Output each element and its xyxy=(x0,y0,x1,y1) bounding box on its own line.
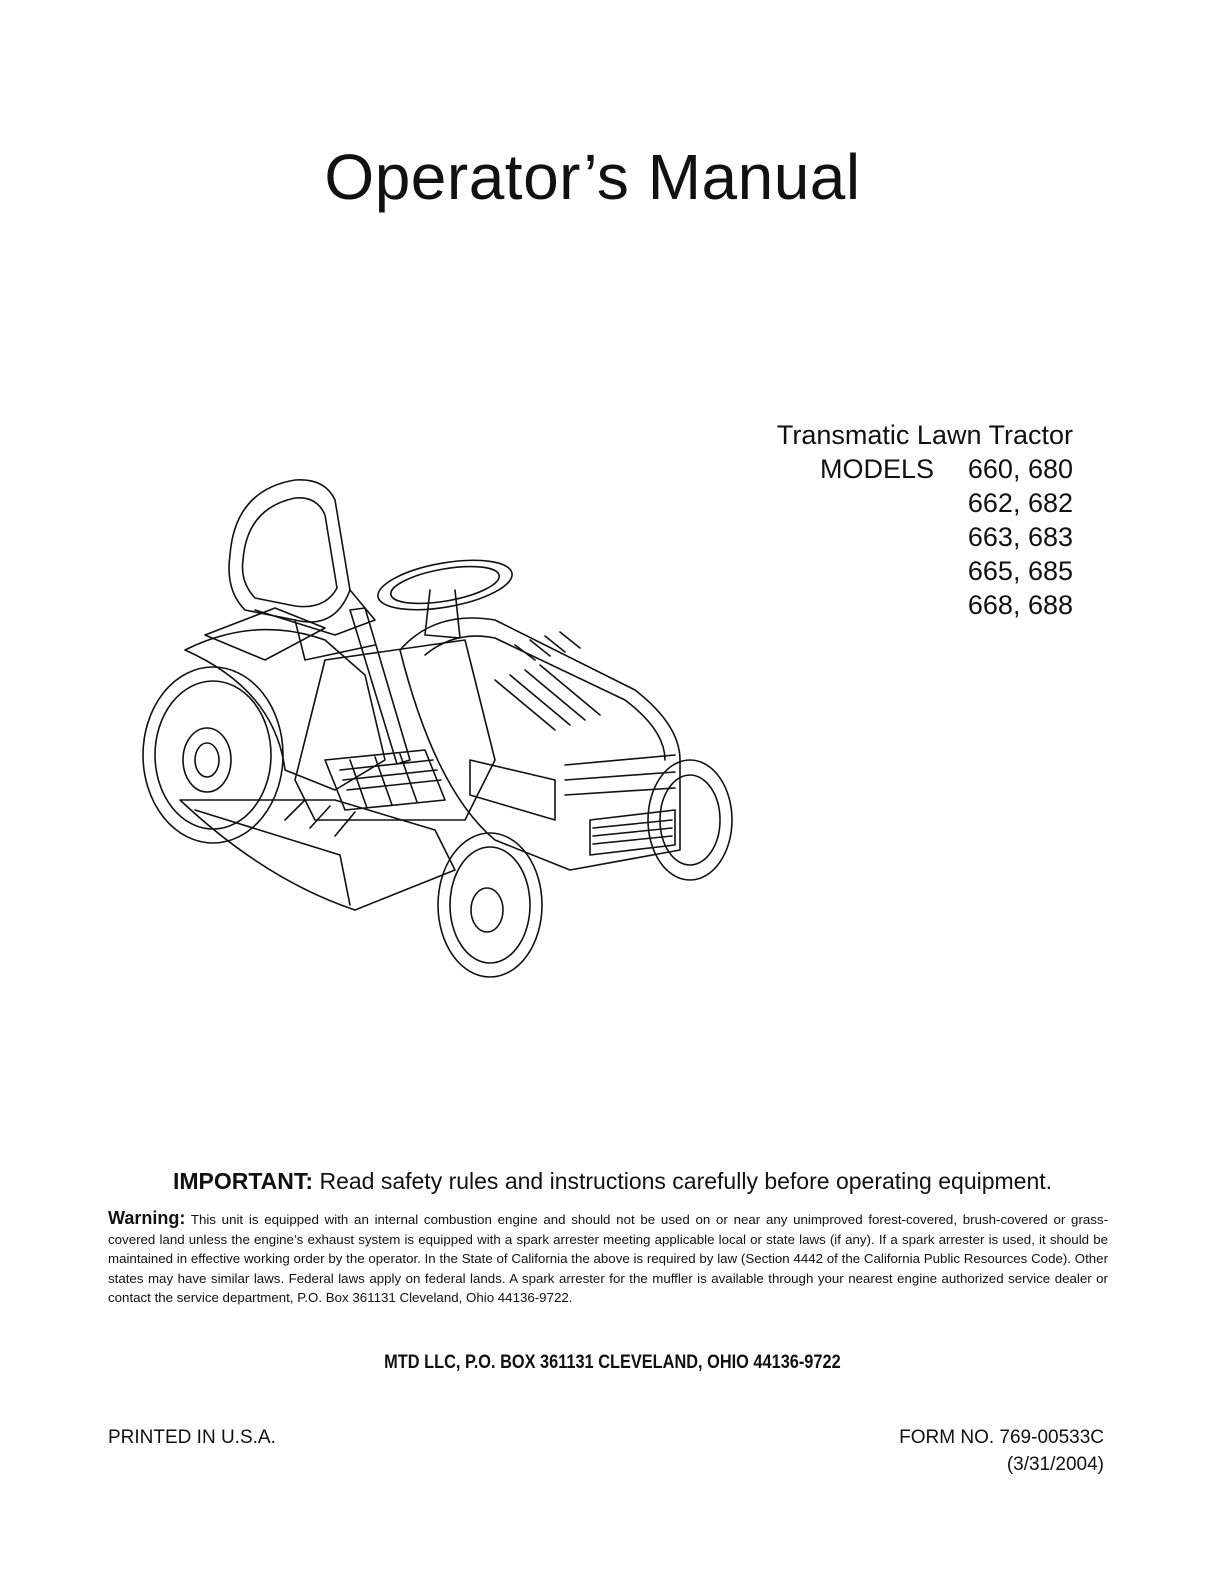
warning-paragraph xyxy=(108,1209,1108,1308)
models-label: MODELS xyxy=(820,454,935,484)
steering-wheel-icon xyxy=(374,552,516,638)
rear-wheel-icon xyxy=(143,667,283,843)
warning-text: This unit is equipped with an internal combustion engine and should not be used on or near any unimproved forest-covered, brush-covered or grass-covered land unless the engine’s exhaust system is equipped with a spark arrester meeting applicable local or state laws (if any). If a spark arrester is used, it should be maintained in effective working order by the operator. In the State of California the above is required by law (Section 4442 of the California Public Resources Code). Other states may have similar laws. Federal laws apply on federal lands. A spark arrester for the muffler is available through your nearest engine authorized service dealer or contact the service department, P.O. Box 361131 Cleveland, Ohio 44136-9722. xyxy=(108,1212,1108,1305)
form-date: (3/31/2004) xyxy=(1006,1454,1104,1475)
model-line: 665, 685 xyxy=(967,556,1073,586)
important-label: IMPORTANT: xyxy=(172,1168,314,1194)
company-address: MTD LLC, P.O. BOX 361131 CLEVELAND, OHIO 44136-9722 xyxy=(384,1352,841,1373)
warning-label: Warning: xyxy=(108,1208,186,1228)
model-line: 660, 680 xyxy=(967,454,1073,484)
model-line: 662, 682 xyxy=(967,488,1073,518)
important-notice xyxy=(0,1168,1225,1195)
hood-icon xyxy=(400,618,680,870)
model-line: 663, 683 xyxy=(967,522,1073,552)
lawn-tractor-illustration xyxy=(135,460,755,1020)
printed-in: PRINTED IN U.S.A. xyxy=(108,1427,276,1448)
model-line: 668, 688 xyxy=(967,590,1073,620)
front-wheel-icon xyxy=(438,760,732,977)
page-title: Operator’s Manual xyxy=(324,141,861,213)
important-text: Read safety rules and instructions carefully before operating equipment. xyxy=(313,1168,1053,1194)
mower-deck-icon xyxy=(180,800,455,910)
form-number: FORM NO. 769-00533C xyxy=(899,1427,1104,1448)
product-name: Transmatic Lawn Tractor xyxy=(776,420,1073,450)
